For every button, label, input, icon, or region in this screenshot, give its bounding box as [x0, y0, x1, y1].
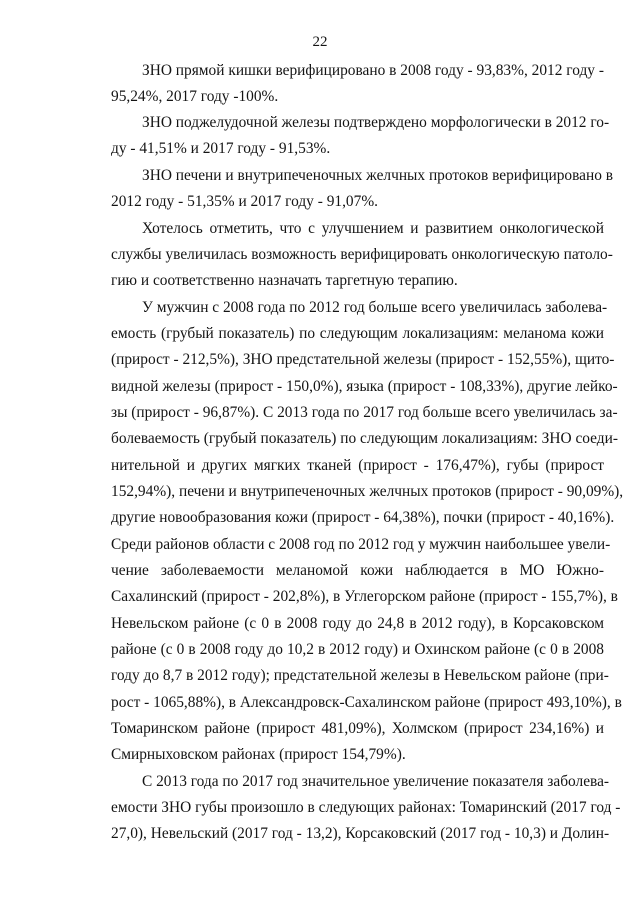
text-line: 27,0), Невельский (2017 год - 13,2), Корсаковский (2017 год - 10,3) и Долин- [111, 825, 610, 842]
page-number: 22 [312, 34, 328, 50]
text-line: рост - 1065,88%), в Александровск-Сахалинском районе (прирост 493,10%), в [111, 694, 622, 711]
text-line: 2012 году - 51,35% и 2017 году - 91,07%. [111, 193, 378, 210]
text-line: Сахалинский (прирост - 202,8%), в Углегорском районе (прирост - 155,7%), в [111, 588, 618, 605]
text-line: Смирныховском районах (прирост 154,79%). [111, 746, 406, 763]
text-line: гию и соответственно назначать таргетную терапию. [111, 272, 458, 289]
text-line: Среди районов области с 2008 год по 2012 год у мужчин наибольшее увели- [111, 536, 611, 553]
text-line: зы (прирост - 96,87%). С 2013 года по 2017 год больше всего увеличилась за- [111, 404, 618, 421]
text-line: районе (с 0 в 2008 году до 10,2 в 2012 году) и Охинском районе (с 0 в 2008 [111, 641, 604, 658]
text-line: году до 8,7 в 2012 году); предстательной железы в Невельском районе (при- [111, 667, 609, 684]
text-line: видной железы (прирост - 150,0%), языка (прирост - 108,33%), другие лейко- [111, 378, 618, 395]
text-line: 95,24%, 2017 году -100%. [111, 88, 279, 105]
text-line: ду - 41,51% и 2017 году - 91,53%. [111, 140, 331, 157]
text-line: Невельском районе (с 0 в 2008 году до 24,8 в 2012 году), в Корсаковском [111, 615, 604, 632]
text-line: ЗНО поджелудочной железы подтверждено морфологически в 2012 го- [142, 114, 610, 131]
text-line: чение заболеваемости меланомой кожи наблюдается в МО Южно- [111, 562, 604, 579]
text-line: Томаринском районе (прирост 481,09%), Холмском (прирост 234,16%) и [111, 720, 604, 737]
text-line: (прирост - 212,5%), ЗНО предстательной железы (прирост - 152,55%), щито- [111, 351, 615, 368]
text-line: нительной и других мягких тканей (прирост - 176,47%), губы (прирост [111, 457, 604, 474]
text-line: емость (грубый показатель) по следующим локализациям: меланома кожи [111, 325, 604, 342]
text-line: емости ЗНО губы произошло в следующих районах: Томаринский (2017 год - [111, 799, 621, 816]
text-line: С 2013 года по 2017 год значительное увеличение показателя заболева- [142, 773, 610, 790]
text-line: ЗНО печени и внутрипеченочных желчных протоков верифицировано в [142, 167, 614, 184]
text-line: ЗНО прямой кишки верифицировано в 2008 году - 93,83%, 2012 году - [142, 62, 604, 79]
text-line: службы увеличилась возможность верифицировать онкологическую патоло- [111, 246, 613, 263]
text-line: 152,94%), печени и внутрипеченочных желчных протоков (прирост - 90,09%), [111, 483, 624, 500]
text-line: Хотелось отметить, что с улучшением и развитием онкологической [142, 220, 604, 237]
text-line: болеваемость (грубый показатель) по следующим локализациям: ЗНО соеди- [111, 430, 618, 447]
text-line: другие новообразования кожи (прирост - 64,38%), почки (прирост - 40,16%). [111, 509, 615, 526]
text-line: У мужчин с 2008 года по 2012 год больше всего увеличилась заболева- [142, 299, 608, 316]
